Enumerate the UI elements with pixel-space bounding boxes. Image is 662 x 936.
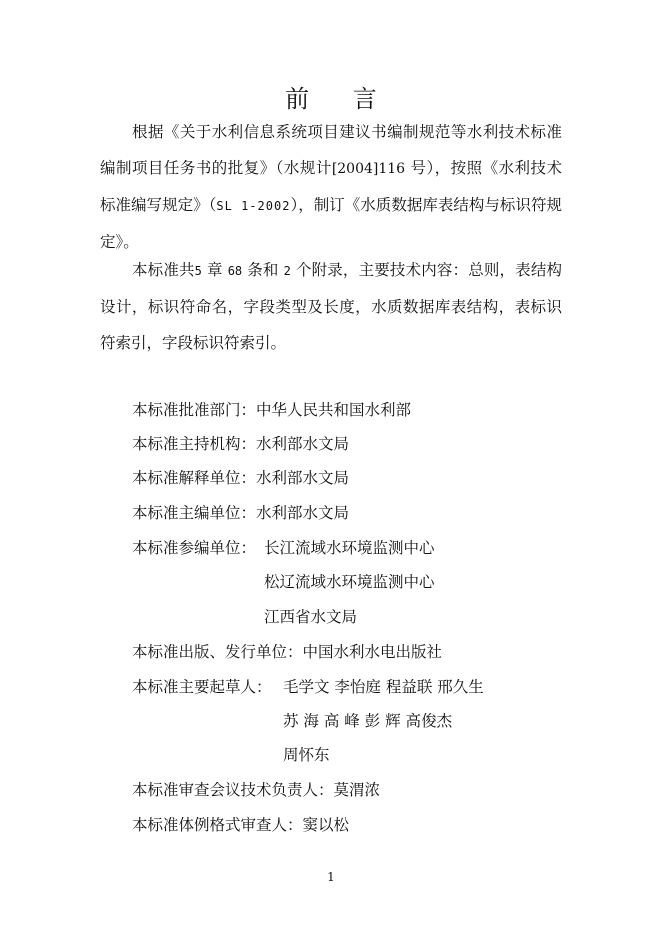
chapter-count: 5 [194, 264, 202, 278]
co-editor-unit: 江西省水文局 [264, 608, 358, 626]
intro-text-middle: 号），按照《水利技术标准编写规定》（ [100, 159, 562, 214]
co-editor-unit: 松辽流域水环境监测中心 [264, 573, 435, 591]
co-editor-label: 本标准参编单位： [132, 539, 257, 557]
content-text-3: 条和 [242, 261, 284, 279]
article-count: 68 [227, 264, 243, 278]
document-code: [2004]116 [331, 161, 406, 177]
standard-reference: SL 1-2002 [216, 199, 291, 213]
intro-paragraph [100, 114, 562, 260]
drafters-line: 周怀东 [283, 746, 330, 764]
publisher: 本标准出版、发行单位：中国水利水电出版社 [132, 643, 443, 661]
chief-editor-unit: 本标准主编单位：水利部水文局 [132, 504, 350, 522]
interpret-unit: 本标准解释单位：水利部水文局 [132, 469, 350, 487]
drafters-line: 毛学文 李怡庭 程益联 邢久生 [283, 678, 484, 696]
review-lead: 本标准审查会议技术负责人：莫渭浓 [132, 781, 381, 799]
appendix-count: 2 [283, 264, 291, 278]
page-title: 前 言 [285, 85, 395, 113]
drafters-label: 本标准主要起草人： [132, 678, 272, 696]
page-number: 1 [327, 870, 335, 884]
intro-text-start: 根据《关于水利信息系统项目建议书编制规范等水利技术标准编制项目任务书的批复》（水规计 [100, 123, 562, 177]
format-reviewer: 本标准体例格式审查人：窦以松 [132, 816, 350, 834]
drafters-line: 苏 海 高 峰 彭 辉 高俊杰 [283, 712, 453, 730]
content-text-1: 本标准共 [132, 261, 195, 279]
content-text-4: 个附录，主要技术内容：总则，表结构设计，标识符命名，字段类型及长度，水质数据库表结构，表标识符索引，字段标识符索引。 [100, 261, 562, 352]
content-text-2: 章 [201, 261, 228, 279]
intro-text-end: ），制订《水质数据库表结构与标识符规定》。 [100, 196, 562, 251]
host-org: 本标准主持机构：水利部水文局 [132, 435, 350, 453]
approval-dept: 本标准批准部门：中华人民共和国水利部 [132, 401, 412, 419]
content-paragraph [100, 252, 562, 361]
co-editor-unit: 长江流域水环境监测中心 [264, 539, 435, 557]
